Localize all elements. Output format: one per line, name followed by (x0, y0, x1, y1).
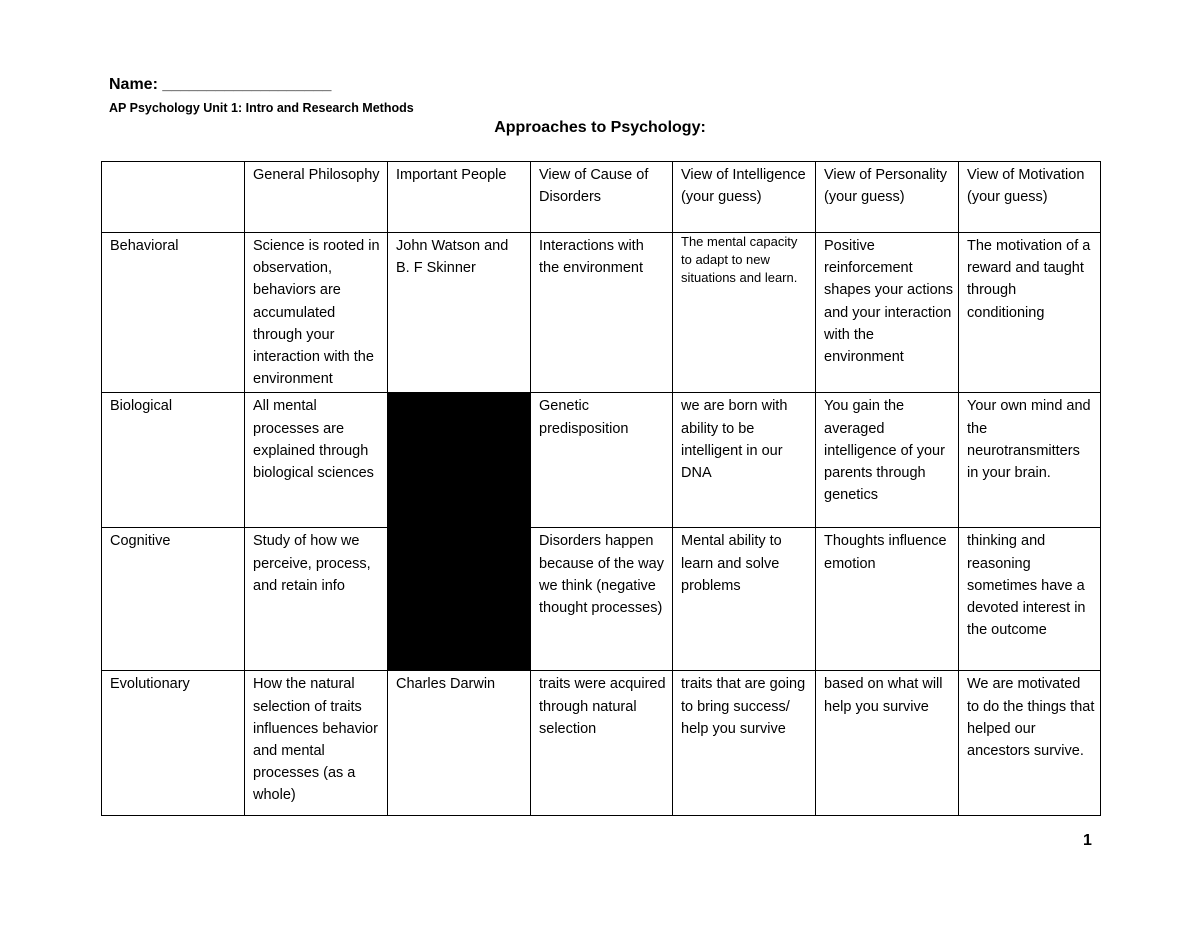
header-cell-motivation: View of Motivation (your guess) (959, 162, 1101, 233)
intelligence-cell: Mental ability to learn and solve problems (673, 528, 816, 671)
philosophy-cell: How the natural selection of traits influences behavior and mental processes (as a whole) (245, 671, 388, 816)
table-row (102, 233, 1101, 393)
header-cell-philosophy: General Philosophy (245, 162, 388, 233)
people-cell: Charles Darwin (388, 671, 531, 816)
intelligence-cell: The mental capacity to adapt to new situations and learn. (673, 233, 816, 393)
approach-cell: Behavioral (102, 233, 245, 393)
page-number: 1 (1083, 832, 1092, 849)
motivation-cell: thinking and reasoning sometimes have a devoted interest in the outcome (959, 528, 1101, 671)
table-row (102, 528, 1101, 671)
table-row (102, 393, 1101, 528)
name-field-label: Name: ___________________ (109, 76, 332, 93)
personality-cell: You gain the averaged intelligence of your parents through genetics (816, 393, 959, 528)
header-cell-empty (102, 162, 245, 233)
intelligence-cell: traits that are going to bring success/ help you survive (673, 671, 816, 816)
page-title: Approaches to Psychology: (494, 119, 706, 136)
disorders-cell: traits were acquired through natural selection (531, 671, 673, 816)
approach-cell: Cognitive (102, 528, 245, 671)
approaches-table (101, 161, 1101, 816)
personality-cell: based on what will help you survive (816, 671, 959, 816)
disorders-cell: Interactions with the environment (531, 233, 673, 393)
redacted-people-cell (388, 393, 531, 671)
motivation-cell: The motivation of a reward and taught through conditioning (959, 233, 1101, 393)
intelligence-cell: we are born with ability to be intelligent in our DNA (673, 393, 816, 528)
approach-cell: Evolutionary (102, 671, 245, 816)
table-row (102, 671, 1101, 816)
disorders-cell: Disorders happen because of the way we think (negative thought processes) (531, 528, 673, 671)
philosophy-cell: All mental processes are explained through biological sciences (245, 393, 388, 528)
philosophy-cell: Study of how we perceive, process, and retain info (245, 528, 388, 671)
philosophy-cell: Science is rooted in observation, behaviors are accumulated through your interaction with the environment (245, 233, 388, 393)
course-subtitle: AP Psychology Unit 1: Intro and Research Methods (109, 101, 414, 115)
header-cell-intelligence: View of Intelligence (your guess) (673, 162, 816, 233)
personality-cell: Positive reinforcement shapes your actions and your interaction with the environment (816, 233, 959, 393)
people-cell: John Watson and B. F Skinner (388, 233, 531, 393)
header-cell-people: Important People (388, 162, 531, 233)
table-header-row (102, 162, 1101, 233)
approach-cell: Biological (102, 393, 245, 528)
header-cell-disorders: View of Cause of Disorders (531, 162, 673, 233)
motivation-cell: Your own mind and the neurotransmitters in your brain. (959, 393, 1101, 528)
personality-cell: Thoughts influence emotion (816, 528, 959, 671)
header-cell-personality: View of Personality (your guess) (816, 162, 959, 233)
disorders-cell: Genetic predisposition (531, 393, 673, 528)
motivation-cell: We are motivated to do the things that helped our ancestors survive. (959, 671, 1101, 816)
